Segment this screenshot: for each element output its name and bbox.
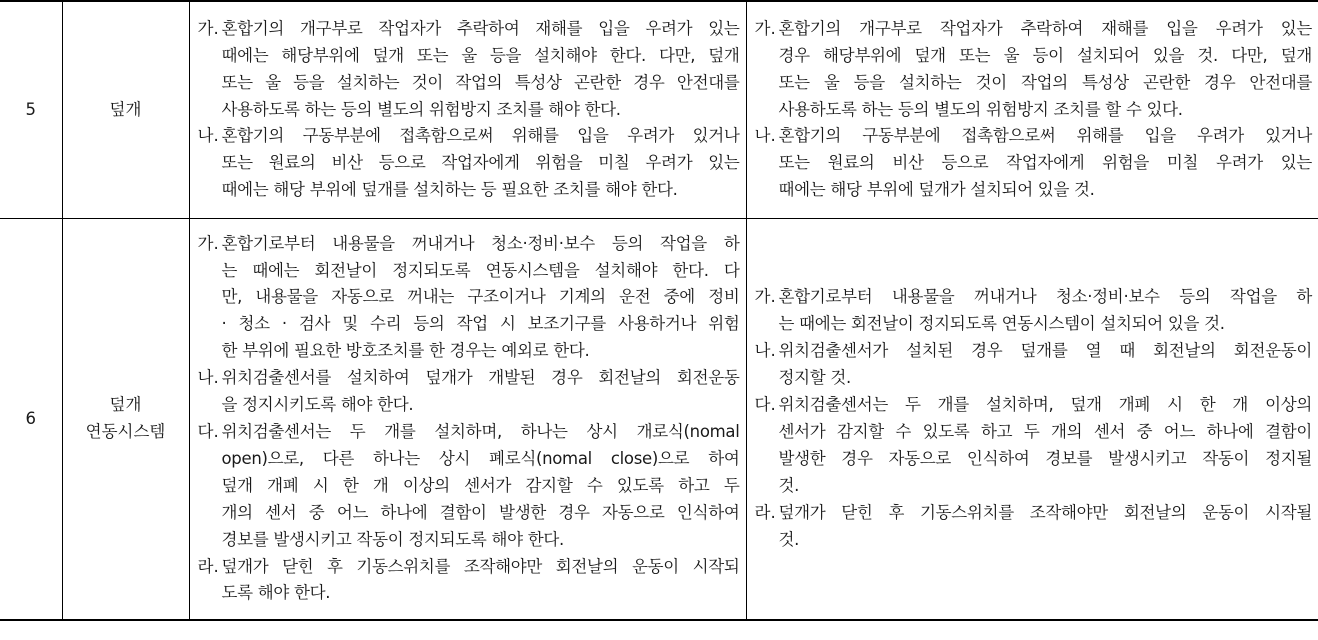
clause-text xyxy=(222,231,740,366)
item-number xyxy=(0,1,62,219)
clause-line: · 청소 · 검사 및 수리 등의 작업 시 보조기구를 사용하거나 위험 xyxy=(221,314,740,334)
table-row-6 xyxy=(0,219,1318,621)
clause-line: 는 때에는 회전날이 정지되도록 연동시스템이 설치되어 있을 것. xyxy=(778,314,1225,334)
clause-line: 때에는 해당부위에 덮개 또는 울 등을 설치해야 한다. 다만, 덮개 xyxy=(221,45,740,65)
item-name xyxy=(62,1,189,219)
clause-marker: 라. xyxy=(754,502,776,522)
clause-line: 개의 센서 중 어느 하나에 결함이 발생한 경우 자동으로 인식하여 xyxy=(221,502,740,522)
clause-item xyxy=(198,419,740,554)
clause-marker: 다. xyxy=(197,422,219,441)
clause-line: 혼합기의 개구부로 작업자가 추락하여 재해를 입을 우려가 있는 xyxy=(221,18,740,38)
clause-line: 경보를 발생시키고 작동이 정지되도록 해야 한다. xyxy=(221,529,564,549)
clause-line: 사용하도록 하는 등의 별도의 위험방지 조치를 할 수 있다. xyxy=(778,99,1183,119)
clause-line: 위치검출센서는 두 개를 설치하며, 하나는 상시 개로식(nomal xyxy=(221,422,740,441)
clause-text xyxy=(779,500,1313,554)
clause-text xyxy=(222,16,740,124)
clause-item xyxy=(198,123,740,204)
item-name-line: 덮개 xyxy=(109,99,142,119)
clause-line: 사용하도록 하는 등의 별도의 위험방지 조치를 해야 한다. xyxy=(221,99,621,119)
clause-text xyxy=(779,284,1313,338)
clause-line: 한 부위에 필요한 방호조치를 한 경우는 예외로 한다. xyxy=(221,341,590,361)
clause-marker: 나. xyxy=(197,126,219,146)
clause-line: 발생한 경우 자동으로 인식하여 경보를 발생시키고 작동이 정지될 xyxy=(778,448,1312,468)
clause-line: 것. xyxy=(778,475,800,495)
item-name-line: 연동시스템 xyxy=(85,422,166,441)
clause-line: 위치검출센서를 설치하여 덮개가 개발된 경우 회전날의 회전운동 xyxy=(221,368,740,388)
clause-line: open)으로, 다른 하나는 상시 폐로식(nomal close)으로 하여 xyxy=(221,448,740,468)
clause-text xyxy=(779,123,1313,204)
clause-line: 덮개 개폐 시 한 개 이상의 센서가 감지할 수 있도록 하고 두 xyxy=(221,475,740,495)
clause-marker: 나. xyxy=(754,126,776,146)
clause-item xyxy=(198,365,740,419)
clause-marker: 나. xyxy=(754,341,776,361)
clause-text xyxy=(222,419,740,554)
clause-text xyxy=(222,123,740,204)
clause-line: 것. xyxy=(778,529,800,549)
clause-item xyxy=(198,16,740,124)
clause-line: 때에는 해당 부위에 덮개를 설치하는 등 필요한 조치를 해야 한다. xyxy=(221,180,678,200)
table-row-5 xyxy=(0,1,1318,219)
item-number xyxy=(0,219,62,621)
clause-marker: 라. xyxy=(197,556,219,576)
clause-item xyxy=(755,16,1313,124)
clause-item xyxy=(755,392,1313,500)
clause-line: 센서가 감지할 수 있도록 하고 두 개의 센서 중 어느 하나에 결함이 xyxy=(778,422,1312,441)
requirement-left xyxy=(189,219,746,621)
clause-marker: 가. xyxy=(754,287,776,307)
clause-marker: 가. xyxy=(197,18,219,38)
clause-text xyxy=(779,338,1313,392)
requirement-right xyxy=(746,1,1318,219)
clause-line: 혼합기의 개구부로 작업자가 추락하여 재해를 입을 우려가 있는 xyxy=(778,18,1312,38)
clause-line: 덮개가 닫힌 후 기동스위치를 조작해야만 회전날의 운동이 시작되 xyxy=(221,556,740,576)
clause-line: 경우 해당부위에 덮개 또는 울 등이 설치되어 있을 것. 다만, 덮개 xyxy=(778,45,1312,65)
item-number-text: 6 xyxy=(25,408,36,428)
clause-line: 덮개가 닫힌 후 기동스위치를 조작해야만 회전날의 운동이 시작될 xyxy=(778,502,1312,522)
clause-marker: 다. xyxy=(754,395,776,415)
regulation-table-body xyxy=(0,1,1318,620)
clause-line: 혼합기의 구동부분에 접촉함으로써 위해를 입을 우려가 있거나 xyxy=(221,126,740,146)
clause-marker: 가. xyxy=(197,233,219,253)
clause-line: 을 정지시키도록 해야 한다. xyxy=(221,395,414,415)
requirement-left xyxy=(189,1,746,219)
clause-line: 위치검출센서가 설치된 경우 덮개를 열 때 회전날의 회전운동이 xyxy=(778,341,1312,361)
clause-line: 또는 원료의 비산 등으로 작업자에게 위험을 미칠 우려가 있는 xyxy=(778,153,1312,173)
clause-line: 때에는 해당 부위에 덮개가 설치되어 있을 것. xyxy=(778,180,1095,200)
clause-text xyxy=(779,16,1313,124)
clause-item xyxy=(755,284,1313,338)
clause-line: 는 때에는 회전날이 정지되도록 연동시스템을 설치해야 한다. 다 xyxy=(221,260,740,280)
clause-item xyxy=(755,338,1313,392)
clause-line: 위치검출센서는 두 개를 설치하며, 덮개 개폐 시 한 개 이상의 xyxy=(778,395,1312,415)
clause-item xyxy=(198,231,740,366)
clause-line: 또는 원료의 비산 등으로 작업자에게 위험을 미칠 우려가 있는 xyxy=(221,153,740,173)
clause-item xyxy=(198,554,740,608)
clause-line: 도록 해야 한다. xyxy=(221,583,331,603)
clause-line: 정지할 것. xyxy=(778,368,851,388)
clause-line: 혼합기의 구동부분에 접촉함으로써 위해를 입을 우려가 있거나 xyxy=(778,126,1312,146)
clause-item xyxy=(755,500,1313,554)
clause-text xyxy=(779,392,1313,500)
clause-marker: 가. xyxy=(754,18,776,38)
clause-line: 또는 울 등을 설치하는 것이 작업의 특성상 곤란한 경우 안전대를 xyxy=(221,72,740,92)
item-number-text: 5 xyxy=(25,99,36,119)
clause-text xyxy=(222,554,740,608)
clause-line: 또는 울 등을 설치하는 것이 작업의 특성상 곤란한 경우 안전대를 xyxy=(778,72,1312,92)
item-name-line: 덮개 xyxy=(109,395,142,415)
clause-marker: 나. xyxy=(197,368,219,388)
clause-item xyxy=(755,123,1313,204)
clause-line: 만, 내용물을 자동으로 꺼내는 구조이거나 기계의 운전 중에 정비 xyxy=(221,287,740,307)
clause-line: 혼합기로부터 내용물을 꺼내거나 청소·정비·보수 등의 작업을 하 xyxy=(221,233,740,253)
clause-text xyxy=(222,365,740,419)
requirement-right xyxy=(746,219,1318,621)
clause-line: 혼합기로부터 내용물을 꺼내거나 청소·정비·보수 등의 작업을 하 xyxy=(778,287,1312,307)
item-name xyxy=(62,219,189,621)
